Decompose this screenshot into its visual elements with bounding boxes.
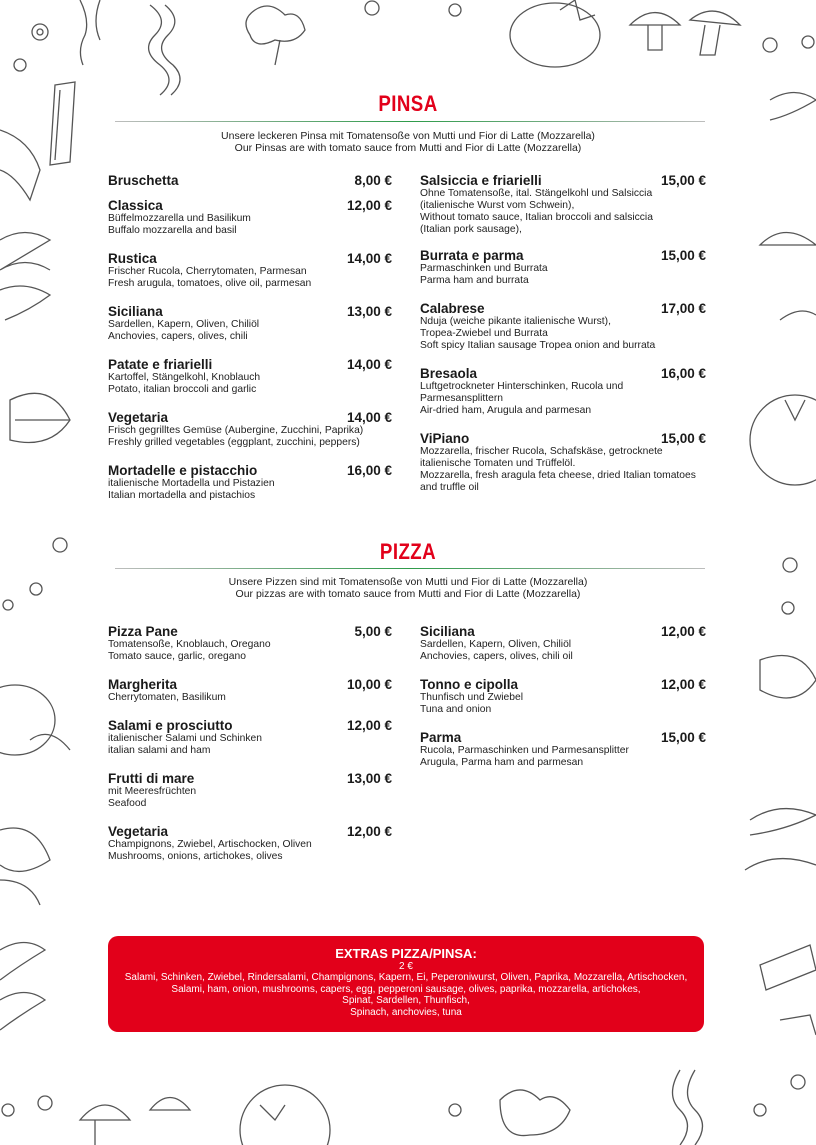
menu-item-description: Parmesansplittern — [420, 393, 503, 404]
menu-item-name: Classica — [108, 198, 163, 213]
menu-item-price: 12,00 € — [660, 677, 706, 692]
pizza-intro — [0, 576, 816, 600]
tomato-sketch-icon — [510, 0, 600, 67]
menu-item-name: Pizza Pane — [108, 624, 178, 639]
menu-item — [108, 718, 392, 757]
menu-item-description: Soft spicy Italian sausage Tropea onion and burrata — [420, 340, 656, 351]
menu-item-description: Freshly grilled vegetables (eggplant, zucchini, peppers) — [108, 437, 360, 448]
menu-item-description: Frischer Rucola, Cherrytomaten, Parmesan — [108, 266, 307, 277]
menu-item-description: mit Meeresfrüchten — [108, 786, 197, 797]
menu-item — [108, 357, 392, 396]
pizza-intro-en: Our pizzas are with tomato sauce from Mutti and Fior di Latte (Mozzarella) — [235, 588, 581, 600]
menu-item-name: Siciliana — [108, 304, 163, 319]
menu-item-name: Bresaola — [420, 366, 478, 381]
pizza-right-column — [420, 624, 706, 769]
pasta-sketch-icon — [80, 0, 100, 65]
menu-item-description: Cherrytomaten, Basilikum — [108, 692, 226, 703]
menu-item-price: 14,00 € — [346, 410, 392, 425]
pizza-left-column — [108, 624, 392, 863]
extras-line: Spinach, anchovies, tuna — [350, 1006, 462, 1018]
mushroom-sketch-icon — [630, 11, 740, 55]
menu-item-description: italienische Mortadella und Pistazien — [108, 478, 275, 489]
menu-item-description: italienischer Salami und Schinken — [108, 733, 262, 744]
pinsa-intro-de: Unsere leckeren Pinsa mit Tomatensoße von Mutti und Fior di Latte (Mozzarella) — [221, 130, 595, 142]
menu-item-description: Tomato sauce, garlic, oregano — [108, 651, 246, 662]
menu-item-price: 14,00 € — [346, 251, 392, 266]
pinsa-intro — [0, 130, 816, 154]
menu-item-name: ViPiano — [420, 431, 470, 446]
menu-item-description: Parmaschinken und Burrata — [420, 263, 548, 274]
menu-item-description: Sardellen, Kapern, Oliven, Chiliöl — [420, 639, 572, 650]
olive-sketch-icon — [791, 1075, 805, 1089]
menu-item-name: Salami e prosciutto — [108, 718, 233, 733]
menu-item-description: Thunfisch und Zwiebel — [420, 692, 524, 703]
menu-item-description: Mozzarella, frischer Rucola, Schafskäse, getrocknete — [420, 446, 663, 457]
fusilli-sketch-icon — [745, 809, 816, 870]
menu-item-description: (Italian pork sausage), — [420, 224, 522, 235]
menu-item-description: Air-dried ham, Arugula and parmesan — [420, 405, 592, 416]
menu-item — [108, 824, 392, 863]
menu-item-price: 12,00 € — [346, 718, 392, 733]
menu-item-name: Rustica — [108, 251, 157, 266]
menu-item-name: Frutti di mare — [108, 771, 195, 786]
menu-item-price: 10,00 € — [346, 677, 392, 692]
menu-item-price: 12,00 € — [346, 824, 392, 839]
menu-item — [420, 366, 706, 417]
menu-item — [420, 431, 706, 494]
menu-item-description: Seafood — [108, 798, 147, 809]
tomato-sketch-icon — [750, 395, 816, 485]
menu-item-description: Nduja (weiche pikante italienische Wurst), — [420, 316, 611, 327]
menu-item-description: Kartoffel, Stängelkohl, Knoblauch — [108, 372, 261, 383]
mushroom-sketch-icon — [80, 1098, 190, 1145]
menu-item — [108, 251, 392, 290]
menu-item-price: 15,00 € — [660, 431, 706, 446]
menu-item-description: Champignons, Zwiebel, Artischocken, Oliven — [108, 839, 312, 850]
extras-title: EXTRAS PIZZA/PINSA: — [335, 946, 477, 961]
menu-item-description: Italian mortadella and pistachios — [108, 490, 256, 501]
menu-item-price: 8,00 € — [354, 173, 392, 188]
menu-item-name: Calabrese — [420, 301, 485, 316]
pizza-divider — [115, 568, 705, 569]
menu-item-description: Parma ham and burrata — [420, 275, 529, 286]
olive-sketch-icon — [763, 36, 814, 52]
menu-item-price: 15,00 € — [660, 730, 706, 745]
menu-item-description: Ohne Tomatensoße, ital. Stängelkohl und Salsiccia — [420, 188, 653, 199]
menu-item-description: Sardellen, Kapern, Oliven, Chiliöl — [108, 319, 260, 330]
penne-sketch-icon — [760, 945, 816, 1035]
pinsa-divider — [115, 121, 705, 122]
menu-item — [420, 301, 706, 352]
menu-item-name: Salsiccia e friarielli — [420, 173, 542, 188]
menu-item — [420, 624, 706, 663]
menu-item-description: Without tomato sauce, Italian broccoli and salsiccia — [420, 212, 653, 223]
menu-item-description: (italienische Wurst vom Schwein), — [420, 200, 575, 211]
menu-item-price: 16,00 € — [346, 463, 392, 478]
basil-sketch-icon — [10, 393, 70, 442]
menu-item-price: 15,00 € — [660, 173, 706, 188]
menu-item — [420, 173, 706, 236]
menu-item-description: Frisch gegrilltes Gemüse (Aubergine, Zucchini, Paprika) — [108, 425, 364, 436]
menu-item — [108, 410, 392, 449]
menu-item-description: Anchovies, capers, olives, chili oil — [420, 651, 573, 662]
mushroom-sketch-icon — [0, 828, 50, 905]
pinsa-intro-en: Our Pinsas are with tomato sauce from Mutti and Fior di Latte (Mozzarella) — [234, 142, 582, 154]
fusilli-sketch-icon — [149, 5, 180, 95]
menu-item-description: Tuna and onion — [420, 704, 492, 715]
menu-item-name: Vegetaria — [108, 824, 169, 839]
menu-item — [108, 198, 392, 237]
menu-item-name: Bruschetta — [108, 173, 179, 188]
menu-item — [108, 304, 392, 343]
olive-sketch-icon — [2, 1096, 766, 1116]
menu-item-description: Anchovies, capers, olives, chili — [108, 331, 248, 342]
menu-item-description: Arugula, Parma ham and parmesan — [420, 757, 584, 768]
pinsa-right-column — [420, 173, 706, 494]
menu-item — [108, 624, 392, 663]
menu-item-description: Buffalo mozzarella and basil — [108, 225, 237, 236]
menu-item — [420, 248, 706, 287]
menu-item-description: italian salami and ham — [108, 745, 211, 756]
menu-item-description: Tomatensoße, Knoblauch, Oregano — [108, 639, 271, 650]
mozzarella-sketch-icon — [0, 685, 70, 755]
tomato-sketch-icon — [240, 1085, 330, 1145]
fusilli-sketch-icon — [770, 93, 816, 121]
menu-item — [108, 173, 392, 188]
extras-box — [108, 936, 704, 1032]
menu-item-price: 16,00 € — [660, 366, 706, 381]
menu-item-description: Mushrooms, onions, artichokes, olives — [108, 851, 283, 862]
parsley-sketch-icon — [246, 6, 305, 65]
menu-item-description: and truffle oil — [420, 482, 479, 493]
fusilli-sketch-icon — [673, 1070, 703, 1145]
menu-item-price: 13,00 € — [346, 771, 392, 786]
pinsa-section-title: PINSA — [378, 91, 438, 116]
menu-item — [420, 730, 706, 769]
fusilli-sketch-icon — [0, 233, 50, 321]
pinsa-left-column — [108, 173, 392, 502]
menu-item-name: Siciliana — [420, 624, 475, 639]
menu-item — [108, 677, 392, 704]
basil-sketch-icon — [760, 656, 816, 699]
menu-item-description: Büffelmozzarella und Basilikum — [108, 213, 251, 224]
mushroom-sketch-icon — [760, 233, 816, 321]
extras-line: Spinat, Sardellen, Thunfisch, — [342, 995, 470, 1006]
extras-line: Salami, Schinken, Zwiebel, Rindersalami, Champignons, Kapern, Ei, Peperoniwurst, Oliven, Paprika, Mozzarella, Artischocken, — [124, 972, 688, 983]
menu-item-description: Luftgetrockneter Hinterschinken, Rucola und — [420, 381, 624, 392]
olive-sketch-icon — [14, 1, 461, 71]
menu-item-price: 5,00 € — [354, 624, 392, 639]
extras-line: Salami, ham, onion, mushrooms, capers, egg, pepperoni sausage, olives, paprika, mozzarella, artichokes, — [171, 983, 641, 995]
fusilli-sketch-icon — [0, 943, 45, 1031]
menu-item-price: 12,00 € — [346, 198, 392, 213]
pizza-section-title: PIZZA — [379, 539, 437, 564]
menu-item — [108, 463, 392, 502]
menu-item-name: Tonno e cipolla — [420, 677, 519, 692]
menu-item-price: 17,00 € — [660, 301, 706, 316]
menu-item-price: 14,00 € — [346, 357, 392, 372]
menu-item-name: Margherita — [108, 677, 178, 692]
menu-item-name: Parma — [420, 730, 462, 745]
menu-item-name: Burrata e parma — [420, 248, 524, 263]
menu-item — [420, 677, 706, 716]
menu-item-description: Potato, italian broccoli and garlic — [108, 384, 257, 395]
menu-item-price: 12,00 € — [660, 624, 706, 639]
pizza-intro-de: Unsere Pizzen sind mit Tomatensoße von Mutti und Fior di Latte (Mozzarella) — [228, 576, 588, 588]
menu-item-price: 15,00 € — [660, 248, 706, 263]
menu-item-description: Fresh arugula, tomatoes, olive oil, parmesan — [108, 278, 312, 289]
menu-item-description: italienische Tomaten und Trüffelöl. — [420, 458, 576, 469]
menu-item-name: Vegetaria — [108, 410, 169, 425]
menu-item-name: Mortadelle e pistacchio — [108, 463, 258, 478]
menu-item-description: Tropea-Zwiebel und Burrata — [420, 328, 548, 339]
parsley-sketch-icon — [500, 1090, 570, 1136]
menu-item — [108, 771, 392, 810]
menu-item-name: Patate e friarielli — [108, 357, 213, 372]
menu-item-price: 13,00 € — [346, 304, 392, 319]
menu-item-description: Mozzarella, fresh aragula feta cheese, dried Italian tomatoes — [420, 470, 696, 481]
menu-item-description: Rucola, Parmaschinken und Parmesansplitter — [420, 745, 629, 756]
extras-price: 2 € — [399, 961, 413, 972]
